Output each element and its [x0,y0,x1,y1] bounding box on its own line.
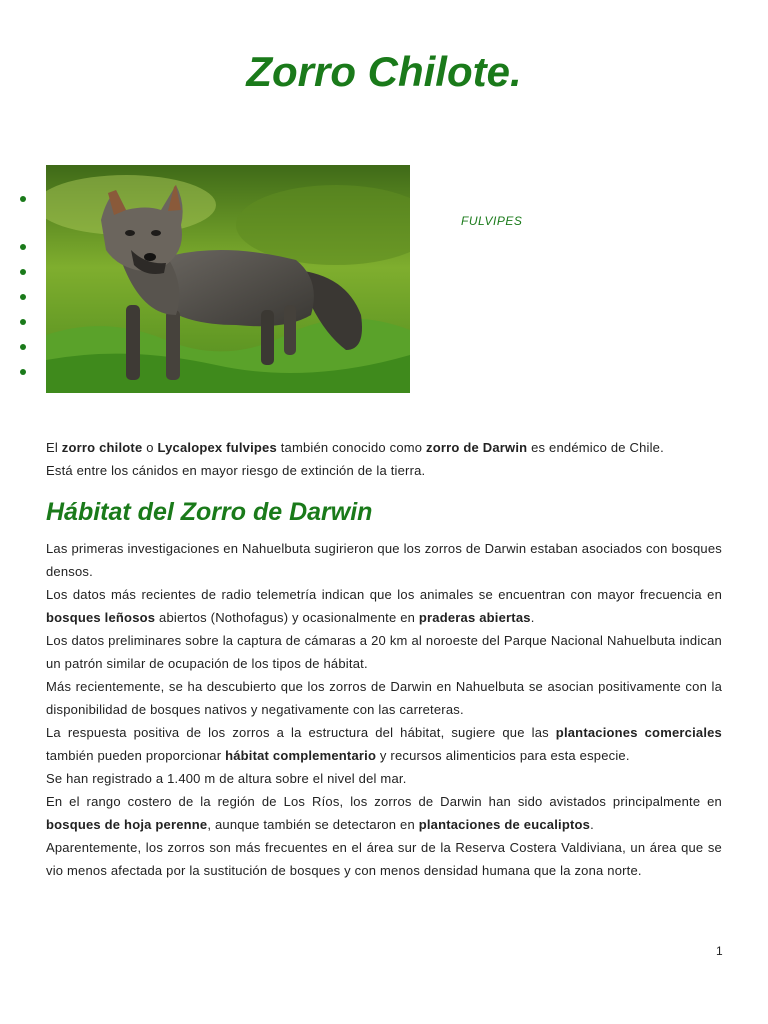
bold-term: hábitat complementario [225,748,377,763]
text-run: y recursos alimenticios para esta especie. [376,748,630,763]
text-run: también pueden proporcionar [46,748,226,763]
bullet-icon [20,369,26,375]
text-run: , aunque también se detectaron en [207,817,419,832]
intro-text [46,436,722,482]
bold-term: zorro chilote [61,440,143,455]
text-run: Los datos preliminares sobre la captura de cámaras a 20 km al noroeste del Parque Nacional Nahuelbuta indican un patrón similar de ocupación de los tipos de hábitat. [46,633,722,671]
photo-caption: FULVIPES [461,214,523,228]
section-heading: Hábitat del Zorro de Darwin [46,498,373,526]
bold-term: praderas abiertas [418,610,531,625]
bold-term: bosques leñosos [46,610,156,625]
body-paragraph [46,767,722,790]
text-run: La respuesta positiva de los zorros a la estructura del hábitat, sugiere que las [46,725,556,740]
text-run: es endémico de Chile. [527,440,664,455]
bold-term: zorro de Darwin [426,440,528,455]
body-paragraph [46,790,722,836]
text-run: El [46,440,62,455]
intro-paragraph [46,459,722,482]
body-paragraph [46,537,722,583]
text-run: Aparentemente, los zorros son más frecuentes en el área sur de la Reserva Costera Valdiviana, un área que se vio menos afectada por la sustitución de bosques y con menos densidad humana que la zona norte. [46,840,722,878]
text-run: En el rango costero de la región de Los Ríos, los zorros de Darwin han sido avistados principalmente en [46,794,722,809]
bold-term: bosques de hoja perenne [46,817,208,832]
body-paragraph [46,675,722,721]
text-run: Las primeras investigaciones en Nahuelbuta sugirieron que los zorros de Darwin estaban asociados con bosques densos. [46,541,722,579]
bullet-icon [20,294,26,300]
text-run: Los datos más recientes de radio telemetría indican que los animales se encuentran con mayor frecuencia en [46,587,722,602]
fox-photo [46,165,410,393]
page-title: Zorro Chilote. [246,48,522,95]
fox-illustration [46,165,410,393]
body-paragraph [46,583,722,629]
text-run: . [530,610,535,625]
bold-term: Lycalopex fulvipes [157,440,277,455]
text-run: abiertos (Nothofagus) y ocasionalmente en [155,610,419,625]
bullet-icon [20,269,26,275]
text-run: . [590,817,594,832]
text-run: Se han registrado a 1.400 m de altura sobre el nivel del mar. [46,771,407,786]
habitat-body [46,537,722,882]
body-paragraph [46,629,722,675]
page-number: 1 [716,944,723,958]
bullet-icon [20,319,26,325]
text-run: Más recientemente, se ha descubierto que los zorros de Darwin en Nahuelbuta se asocian positivamente con la disponibilidad de bosques nativos y negativamente con las carreteras. [46,679,722,717]
text-run: también conocido como [276,440,427,455]
bullet-icon [20,244,26,250]
intro-paragraph [46,436,722,459]
text-run: o [142,440,158,455]
body-paragraph [46,721,722,767]
bold-term: plantaciones comerciales [555,725,722,740]
bold-term: plantaciones de eucaliptos [418,817,591,832]
bullet-icon [20,196,26,202]
bullet-icon [20,344,26,350]
text-run: Está entre los cánidos en mayor riesgo de extinción de la tierra. [46,463,426,478]
body-paragraph [46,836,722,882]
